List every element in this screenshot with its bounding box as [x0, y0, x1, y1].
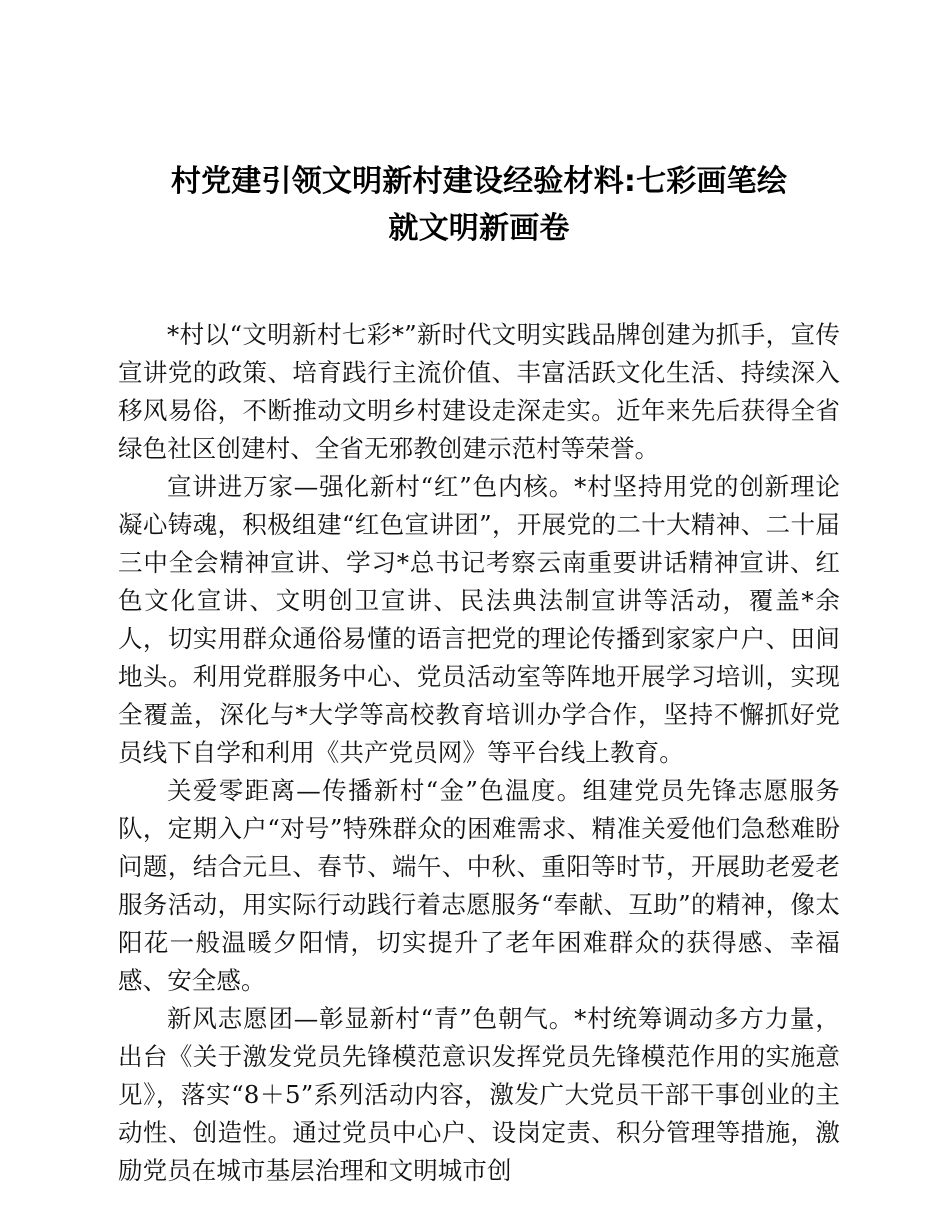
paragraph-section-green: 新风志愿团—彰显新村“青”色朝气。*村统筹调动多方力量，出台《关于激发党员先锋模范意识发挥党员先锋模范作用的实施意见》，落实“8＋5”系列活动内容，激发广大党员干部干事创业的主动性、创造性。通过党员中心户、设岗定责、积分管理等措施，激励党员在城市基层治理和文明城市创 — [118, 1004, 840, 1185]
paragraph-section-gold: 关爱零距离—传播新村“金”色温度。组建党员先锋志愿服务队，定期入户“对号”特殊群众的困难需求、精准关爱他们急愁难盼问题，结合元旦、春节、端午、中秋、重阳等时节，开展助老爱老服务活动，用实际行动践行着志愿服务“奉献、互助”的精神，像太阳花一般温暖夕阳情，切实提升了老年困难群众的获得感、幸福感、安全感。 — [118, 776, 840, 995]
page-title-line-2: 就文明新画卷 — [388, 211, 570, 246]
title-body-spacer — [118, 252, 840, 316]
paragraph-section-red: 宣讲进万家—强化新村“红”色内核。*村坚持用党的创新理论凝心铸魂，积极组建“红色宣讲团”，开展党的二十大精神、二十届三中全会精神宣讲、学习*总书记考察云南重要讲话精神宣讲、红色文化宣讲、文明创卫宣讲、民法典法制宣讲等活动，覆盖*余人，切实用群众通俗易懂的语言把党的理论传播到家家户户、田间地头。利用党群服务中心、党员活动室等阵地开展学习培训，实现全覆盖，深化与*大学等高校教育培训办学合作，坚持不懈抓好党员线下自学和利用《共产党员网》等平台线上教育。 — [118, 472, 840, 767]
page-title — [118, 0, 840, 252]
document-body — [118, 0, 840, 1190]
paragraph-intro: *村以“文明新村七彩*”新时代文明实践品牌创建为抓手，宣传宣讲党的政策、培育践行主流价值、丰富活跃文化生活、持续深入移风易俗，不断推动文明乡村建设走深走实。近年来先后获得全省绿色社区创建村、全省无邪教创建示范村等荣誉。 — [118, 320, 840, 463]
page-title-line-1: 村党建引领文明新村建设经验材料:七彩画笔绘 — [170, 164, 788, 199]
